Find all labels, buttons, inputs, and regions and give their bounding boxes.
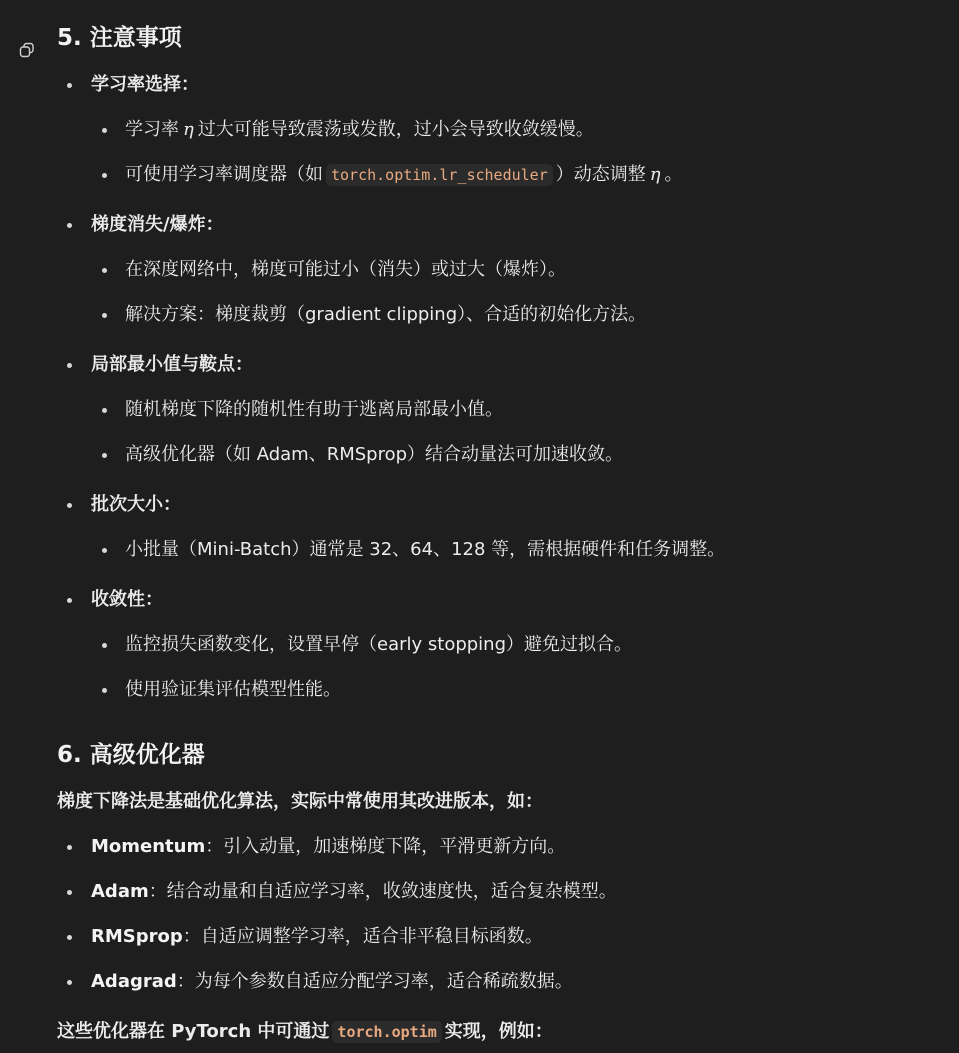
list-item: 在深度网络中，梯度可能过小（消失）或过大（爆炸）。	[125, 259, 566, 280]
optimizer-desc: ：引入动量，加速梯度下降，平滑更新方向。	[205, 836, 566, 857]
bullet	[102, 408, 107, 413]
list-item-text: 。	[664, 164, 683, 185]
group-title-batch-size: 批次大小：	[91, 494, 181, 515]
outro-text: 实现，例如：	[444, 1021, 553, 1042]
section-6-heading: 6. 高级优化器	[57, 742, 205, 768]
list-item-text: ）动态调整	[555, 164, 646, 185]
list-item-momentum	[91, 834, 565, 860]
optimizer-desc: ：自适应调整学习率，适合非平稳目标函数。	[182, 926, 543, 947]
optimizer-desc: ：结合动量和自适应学习率，收敛速度快，适合复杂模型。	[148, 881, 617, 902]
outro-text: 这些优化器在 PyTorch 中可通过	[57, 1021, 330, 1042]
list-item: 监控损失函数变化，设置早停（early stopping）避免过拟合。	[125, 634, 633, 655]
bullet	[67, 598, 72, 603]
list-item-text: 学习率	[125, 119, 179, 140]
bullet	[102, 268, 107, 273]
list-item: 高级优化器（如 Adam、RMSprop）结合动量法可加速收敛。	[125, 444, 624, 465]
bullet	[67, 83, 72, 88]
copy-icon[interactable]	[18, 41, 36, 59]
optimizer-desc: ：为每个参数自适应分配学习率，适合稀疏数据。	[176, 971, 573, 992]
list-item	[125, 162, 683, 188]
optimizer-name: Momentum	[91, 836, 206, 857]
section-6-outro	[57, 1019, 553, 1045]
group-title-convergence: 收敛性：	[91, 589, 163, 610]
optimizer-name: RMSprop	[91, 926, 183, 947]
inline-code-torch-optim: torch.optim	[332, 1021, 441, 1043]
list-item: 小批量（Mini-Batch）通常是 32、64、128 等，需根据硬件和任务调整。	[125, 539, 726, 560]
bullet	[67, 935, 72, 940]
eta-symbol: η	[649, 164, 661, 185]
bullet	[102, 313, 107, 318]
bullet	[67, 223, 72, 228]
group-title-local-minima: 局部最小值与鞍点：	[91, 354, 253, 375]
bullet	[102, 643, 107, 648]
list-item-adagrad	[91, 969, 573, 995]
group-title-learning-rate: 学习率选择：	[91, 74, 199, 95]
section-6-intro: 梯度下降法是基础优化算法，实际中常使用其改进版本，如：	[57, 791, 543, 812]
inline-code-lr-scheduler: torch.optim.lr_scheduler	[326, 164, 553, 186]
eta-symbol: η	[183, 119, 194, 140]
bullet	[102, 453, 107, 458]
list-item: 解决方案：梯度裁剪（gradient clipping）、合适的初始化方法。	[125, 304, 647, 325]
bullet	[102, 688, 107, 693]
section-5-heading: 5. 注意事项	[57, 25, 182, 51]
list-item: 随机梯度下降的随机性有助于逃离局部最小值。	[125, 399, 503, 420]
list-item-text: 过大可能导致震荡或发散，过小会导致收敛缓慢。	[197, 119, 594, 140]
bullet	[67, 890, 72, 895]
bullet	[67, 503, 72, 508]
bullet	[102, 173, 107, 178]
optimizer-name: Adam	[91, 881, 149, 902]
group-title-gradient: 梯度消失/爆炸：	[91, 214, 224, 235]
list-item	[125, 117, 594, 143]
list-item: 使用验证集评估模型性能。	[125, 679, 341, 700]
optimizer-name: Adagrad	[91, 971, 177, 992]
bullet	[67, 980, 72, 985]
list-item-adam	[91, 879, 617, 905]
bullet	[102, 548, 107, 553]
bullet	[67, 845, 72, 850]
list-item-rmsprop	[91, 924, 543, 950]
bullet	[67, 363, 72, 368]
list-item-text: 可使用学习率调度器（如	[125, 164, 323, 185]
bullet	[102, 128, 107, 133]
